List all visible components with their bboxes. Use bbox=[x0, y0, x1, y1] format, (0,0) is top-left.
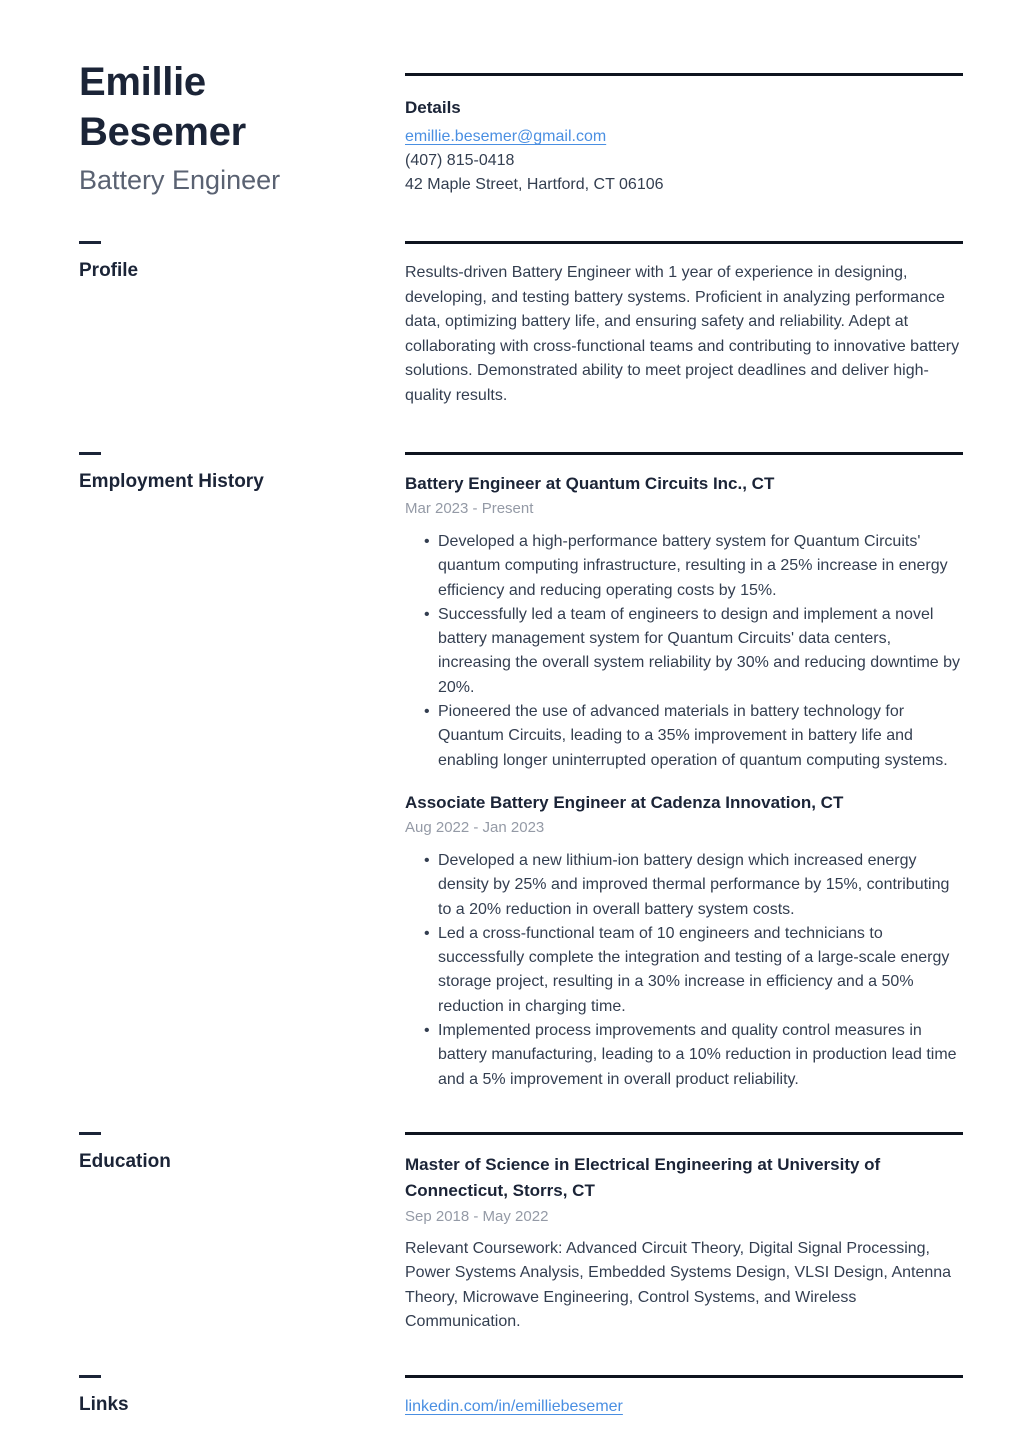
job-bullet-list bbox=[405, 530, 963, 773]
education-content bbox=[405, 1132, 963, 1335]
employment-dash bbox=[79, 452, 101, 455]
employment-section bbox=[79, 452, 963, 1092]
job-title: Associate Battery Engineer at Cadenza Innovation, CT bbox=[405, 792, 844, 812]
education-divider bbox=[405, 1132, 963, 1135]
profile-heading: Profile bbox=[79, 260, 139, 281]
job-bullet: • Pioneered the use of advanced materials in battery technology for Quantum Circuits, leading to a 35% improvement in battery life and enabling longer uninterrupted operation of quantum computing systems. bbox=[438, 700, 963, 773]
links-side bbox=[79, 1375, 405, 1419]
email-line bbox=[405, 125, 963, 149]
employment-side bbox=[79, 452, 405, 1092]
person-job-title: Battery Engineer bbox=[79, 165, 281, 195]
job-bullet: • Developed a high-performance battery system for Quantum Circuits' quantum computing infrastructure, resulting in a 25% increase in energy efficiency and reducing operating costs by 15%. bbox=[438, 530, 963, 603]
links-section bbox=[79, 1375, 963, 1419]
job-bullet: • Successfully led a team of engineers to design and implement a novel battery management system for Quantum Circuits' data centers, increasing the overall system reliability by 30% and reducing downtime by 20%. bbox=[438, 603, 963, 700]
profile-divider bbox=[405, 241, 963, 244]
profile-section bbox=[79, 241, 963, 408]
job-bullet: • Developed a new lithium-ion battery design which increased energy density by 25% and improved thermal performance by 15%, contributing to a 20% reduction in overall battery system costs. bbox=[438, 849, 963, 922]
address-line: 42 Maple Street, Hartford, CT 06106 bbox=[405, 176, 664, 193]
job-entry bbox=[405, 472, 963, 773]
job-bullet: • Led a cross-functional team of 10 engineers and technicians to successfully complete the integration and testing of a large-scale energy storage project, resulting in a 30% increase in efficiency and a 50% reduction in charging time. bbox=[438, 922, 963, 1019]
email-link[interactable]: emillie.besemer@gmail.com bbox=[405, 128, 607, 145]
header-section bbox=[79, 57, 963, 197]
job-title: Battery Engineer at Quantum Circuits Inc., CT bbox=[405, 474, 775, 493]
links-content bbox=[405, 1375, 963, 1419]
education-dash bbox=[79, 1132, 101, 1135]
education-degree: Master of Science in Electrical Engineering at University of Connecticut, Storrs, CT bbox=[405, 1154, 881, 1200]
links-dash bbox=[79, 1375, 101, 1378]
education-section bbox=[79, 1132, 963, 1335]
education-side bbox=[79, 1132, 405, 1335]
job-bullet-list bbox=[405, 849, 963, 1092]
links-divider bbox=[405, 1375, 963, 1378]
linkedin-link[interactable]: linkedin.com/in/emilliebesemer bbox=[405, 1397, 623, 1415]
job-bullet: • Implemented process improvements and quality control measures in battery manufacturing, leading to a 10% reduction in production lead time and a 5% improvement in overall product reliability. bbox=[438, 1019, 963, 1092]
job-dates: Mar 2023 - Present bbox=[405, 500, 534, 517]
linkedin-line bbox=[405, 1395, 963, 1419]
education-description: Relevant Coursework: Advanced Circuit Theory, Digital Signal Processing, Power Systems Analysis, Embedded Systems Design, VLSI Design, Antenna Theory, Microwave Engineering, Control Systems, and Wireless Communication. bbox=[405, 1239, 952, 1331]
name-block bbox=[79, 57, 405, 197]
employment-content bbox=[405, 452, 963, 1092]
education-dates: Sep 2018 - May 2022 bbox=[405, 1207, 549, 1225]
profile-dash bbox=[79, 241, 101, 244]
phone-line: (407) 815-0418 bbox=[405, 152, 515, 169]
details-divider bbox=[405, 73, 963, 76]
profile-text: Results-driven Battery Engineer with 1 year of experience in designing, developing, and testing battery systems. Proficient in analyzing performance data, optimizing battery life, and ensuring safety and reliability. Adept at collaborating with cross-functional teams and contributing to innovative battery solutions. Demonstrated ability to meet project deadlines and deliver high-quality results. bbox=[405, 264, 960, 404]
employment-divider bbox=[405, 452, 963, 455]
person-name: Emillie Besemer bbox=[79, 60, 246, 154]
job-dates: Aug 2022 - Jan 2023 bbox=[405, 818, 545, 836]
employment-heading: Employment History bbox=[79, 471, 264, 492]
profile-content bbox=[405, 241, 963, 408]
details-heading: Details bbox=[405, 98, 461, 117]
profile-side bbox=[79, 241, 405, 408]
job-entry bbox=[405, 791, 963, 1092]
education-heading: Education bbox=[79, 1150, 171, 1172]
links-heading: Links bbox=[79, 1393, 129, 1415]
details-block bbox=[405, 57, 963, 197]
